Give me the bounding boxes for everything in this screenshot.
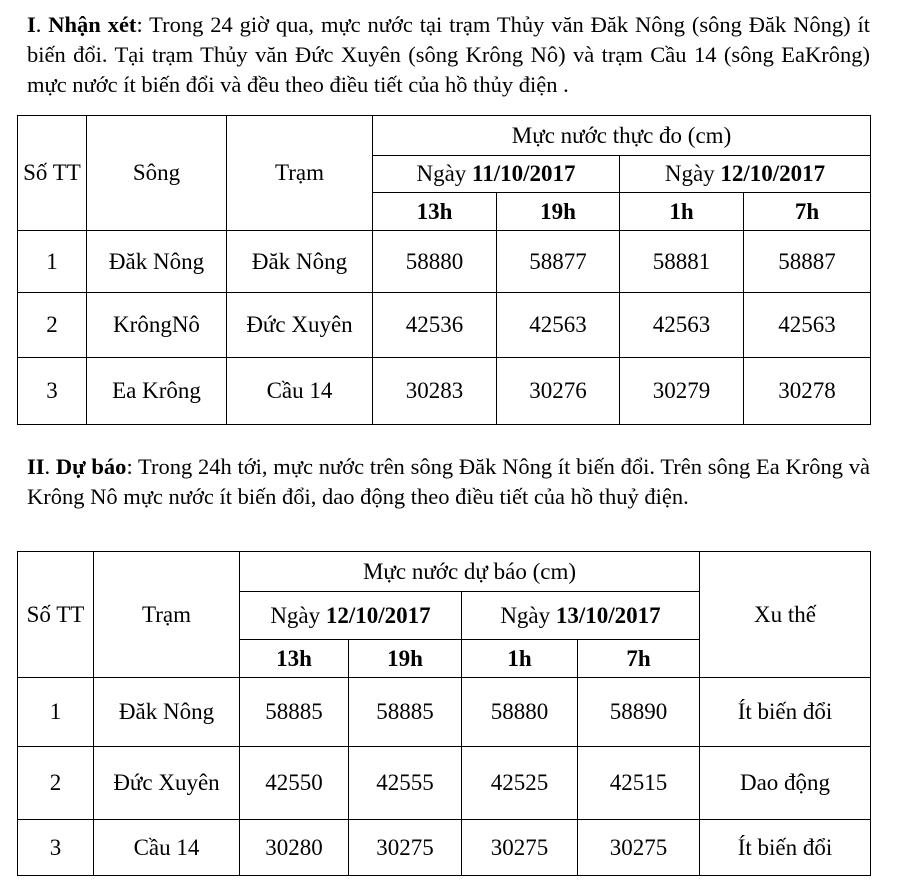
cell-stt: 1 bbox=[18, 678, 94, 747]
cell-value: 58880 bbox=[373, 231, 497, 293]
cell-song: Đăk Nông bbox=[87, 231, 227, 293]
section-2-title: Dự báo bbox=[55, 454, 127, 479]
header-stt: Số TT bbox=[18, 116, 87, 231]
cell-stt: 2 bbox=[18, 747, 94, 820]
cell-tram: Đăk Nông bbox=[94, 678, 240, 747]
section-1-paragraph: I. Nhận xét: Trong 24 giờ qua, mực nước tại trạm Thủy văn Đăk Nông (sông Đăk Nông) ít biến đổi. Tại trạm Thủy văn Đức Xuyên (sông Krông Nô) và trạm Cầu 14 (sông EaKrông) mực nước ít biến đổi và đều theo điều tiết của hồ thủy điện . bbox=[27, 12, 870, 97]
section-1-label: I bbox=[27, 12, 36, 37]
header-stt: Số TT bbox=[18, 552, 94, 678]
cell-trend: Dao động bbox=[700, 747, 871, 820]
header-hour: 13h bbox=[373, 193, 497, 231]
header-forecast-group: Mực nước dự báo (cm) bbox=[240, 552, 700, 592]
header-hour: 19h bbox=[349, 640, 462, 678]
cell-tram: Cầu 14 bbox=[94, 820, 240, 876]
cell-value: 30278 bbox=[744, 358, 871, 425]
table-row bbox=[18, 678, 871, 747]
cell-trend: Ít biến đổi bbox=[700, 678, 871, 747]
header-day-2: Ngày 13/10/2017 bbox=[462, 592, 700, 640]
cell-value: 42525 bbox=[462, 747, 578, 820]
header-day-1: Ngày 11/10/2017 bbox=[373, 156, 620, 193]
cell-stt: 2 bbox=[18, 293, 87, 358]
cell-value: 42563 bbox=[620, 293, 744, 358]
header-tram: Trạm bbox=[94, 552, 240, 678]
cell-tram: Đức Xuyên bbox=[94, 747, 240, 820]
cell-value: 30283 bbox=[373, 358, 497, 425]
cell-stt: 1 bbox=[18, 231, 87, 293]
table-row bbox=[18, 293, 871, 358]
cell-value: 58885 bbox=[240, 678, 349, 747]
cell-value: 58887 bbox=[744, 231, 871, 293]
cell-song: KrôngNô bbox=[87, 293, 227, 358]
section-2-paragraph: II. Dự báo: Trong 24h tới, mực nước trên sông Đăk Nông ít biến đổi. Trên sông Ea Krông và Krông Nô mực nước ít biến đổi, dao động theo điều tiết của hồ thuỷ điện. bbox=[27, 454, 871, 509]
cell-value: 30276 bbox=[497, 358, 620, 425]
section-1-text: : Trong 24 giờ qua, mực nước tại trạm Thủy văn Đăk Nông (sông Đăk Nông) ít biến đổi. Tại trạm Thủy văn Đức Xuyên (sông Krông Nô) và trạm Cầu 14 (sông EaKrông) mực nước ít biến đổi và đều theo điều tiết của hồ thủy điện . bbox=[27, 12, 870, 97]
cell-value: 42555 bbox=[349, 747, 462, 820]
cell-value: 58890 bbox=[578, 678, 700, 747]
header-hour: 7h bbox=[744, 193, 871, 231]
header-hour: 7h bbox=[578, 640, 700, 678]
cell-song: Ea Krông bbox=[87, 358, 227, 425]
cell-value: 42563 bbox=[744, 293, 871, 358]
table-row bbox=[18, 231, 871, 293]
cell-value: 42536 bbox=[373, 293, 497, 358]
header-hour: 13h bbox=[240, 640, 349, 678]
cell-value: 30275 bbox=[349, 820, 462, 876]
table-row bbox=[18, 820, 871, 876]
header-tram: Trạm bbox=[227, 116, 373, 231]
section-2-text: : Trong 24h tới, mực nước trên sông Đăk Nông ít biến đổi. Trên sông Ea Krông và Krông Nô mực nước ít biến đổi, dao động theo điều tiết của hồ thuỷ điện. bbox=[27, 454, 871, 509]
cell-tram: Đức Xuyên bbox=[227, 293, 373, 358]
cell-value: 42550 bbox=[240, 747, 349, 820]
cell-value: 30279 bbox=[620, 358, 744, 425]
cell-trend: Ít biến đổi bbox=[700, 820, 871, 876]
header-trend: Xu thế bbox=[700, 552, 871, 678]
cell-value: 58881 bbox=[620, 231, 744, 293]
cell-value: 42515 bbox=[578, 747, 700, 820]
section-2-label: II bbox=[27, 454, 45, 479]
forecast-water-level-table bbox=[17, 551, 871, 876]
cell-tram: Đăk Nông bbox=[227, 231, 373, 293]
section-1-title: Nhận xét bbox=[48, 12, 137, 37]
cell-stt: 3 bbox=[18, 820, 94, 876]
observed-water-level-table bbox=[17, 115, 871, 425]
cell-value: 58877 bbox=[497, 231, 620, 293]
cell-value: 58880 bbox=[462, 678, 578, 747]
table-row bbox=[18, 358, 871, 425]
header-hour: 1h bbox=[462, 640, 578, 678]
cell-stt: 3 bbox=[18, 358, 87, 425]
cell-value: 42563 bbox=[497, 293, 620, 358]
table-row bbox=[18, 747, 871, 820]
cell-tram: Cầu 14 bbox=[227, 358, 373, 425]
header-hour: 1h bbox=[620, 193, 744, 231]
cell-value: 30275 bbox=[462, 820, 578, 876]
header-song: Sông bbox=[87, 116, 227, 231]
header-hour: 19h bbox=[497, 193, 620, 231]
cell-value: 58885 bbox=[349, 678, 462, 747]
header-day-1: Ngày 12/10/2017 bbox=[240, 592, 462, 640]
header-observed-group: Mực nước thực đo (cm) bbox=[373, 116, 871, 156]
cell-value: 30275 bbox=[578, 820, 700, 876]
header-day-2: Ngày 12/10/2017 bbox=[620, 156, 871, 193]
cell-value: 30280 bbox=[240, 820, 349, 876]
